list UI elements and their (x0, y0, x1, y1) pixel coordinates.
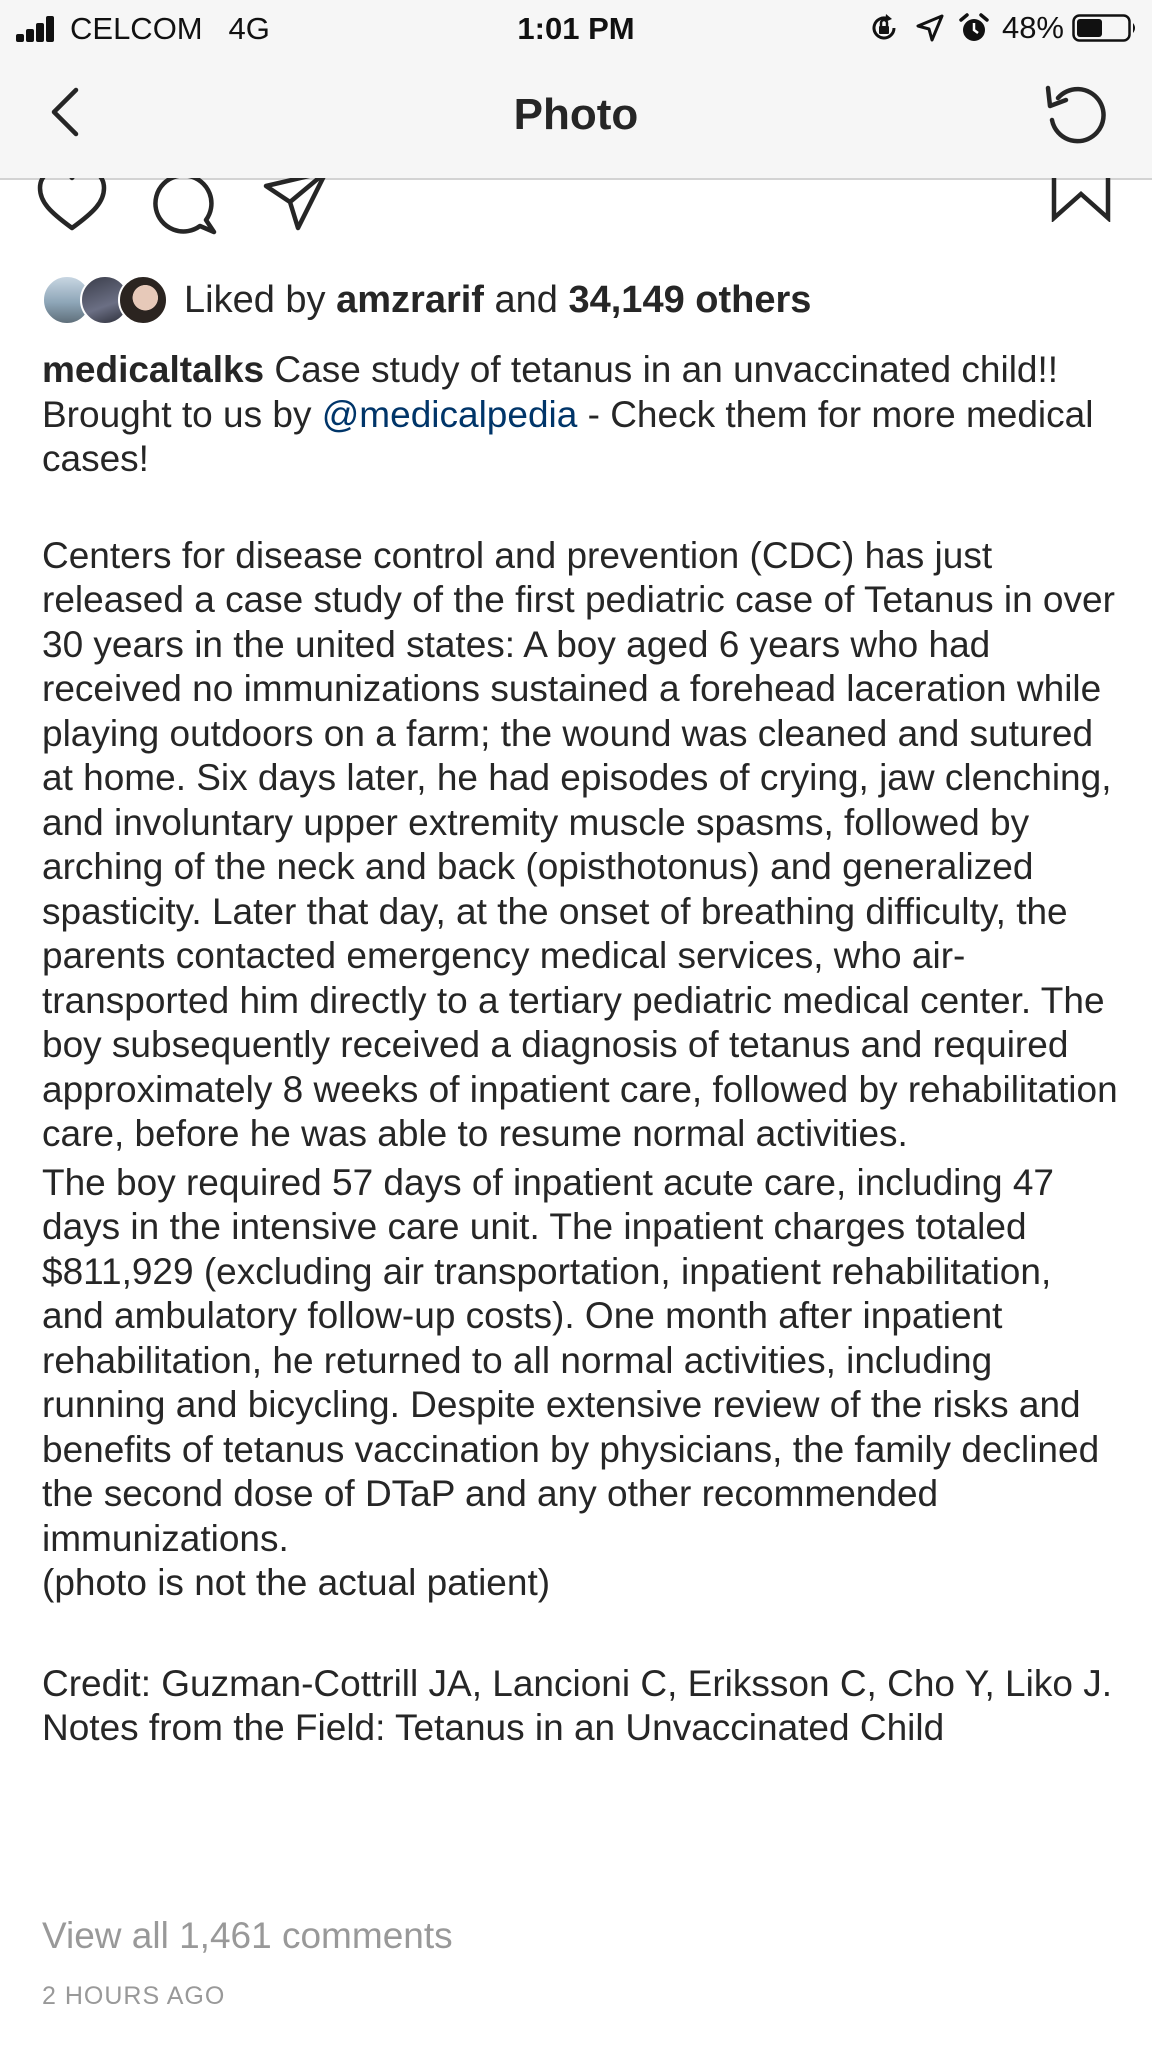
post-timestamp: 2 HOURS AGO (42, 1982, 226, 2010)
mention-link[interactable]: @medicalpedia (321, 393, 578, 435)
post-username[interactable]: medicaltalks (42, 349, 265, 390)
caption-paragraph-2: The boy required 57 days of inpatient acute care, including 47 days in the intensive care unit. The inpatient charges totaled $811,929 (excluding air transportation, inpatient rehabilitation, and ambulatory follow-up costs). One month after inpatient rehabilitation, he returned to all normal activities, including running and bicycling. Despite extensive review of the risks and benefits of tetanus vaccination by physicians, the family declined the second dose of DTaP and any other recommended immunizations. (42, 1161, 1100, 1559)
liker-username[interactable]: amzrarif (336, 278, 484, 321)
location-icon (914, 12, 946, 44)
likes-prefix: Liked by (184, 278, 326, 321)
refresh-button[interactable] (1040, 78, 1112, 150)
action-bar (0, 178, 1152, 252)
post-caption (42, 348, 1122, 1751)
battery-icon (1072, 12, 1138, 44)
likes-text (184, 279, 811, 322)
bookmark-icon[interactable] (1050, 178, 1112, 222)
caption-credit: Credit: Guzman-Cottrill JA, Lancioni C, Eriksson C, Cho Y, Liko J. Notes from the Field: Tetanus in an Unvaccinated Child (42, 1662, 1112, 1748)
liker-avatars[interactable] (42, 275, 166, 325)
caption-note: (photo is not the actual patient) (42, 1562, 551, 1603)
status-icons (868, 10, 1138, 46)
refresh-icon (1040, 78, 1112, 150)
share-icon[interactable] (262, 178, 332, 236)
caption-paragraph-1: Centers for disease control and prevention (CDC) has just released a case study of the first pediatric case of Tetanus in over 30 years in the united states: A boy aged 6 years who had received no immunizations sustained a forehead laceration while playing outdoors on a farm; the wound was cleaned and sutured at home. Six days later, he had episodes of crying, jaw clenching, and involuntary upper extremity muscle spasms, followed by arching of the neck and back (opisthotonus) and generalized spasticity. Later that day, at the onset of breathing difficulty, the parents contacted emergency medical services, who air-transported him directly to a tertiary pediatric medical center. The boy subsequently received a diagnosis of tetanus and required approximately 8 weeks of inpatient care, followed by rehabilitation care, before he was able to resume normal activities. (42, 534, 1118, 1154)
nav-bar (0, 56, 1152, 180)
likes-joiner: and (494, 278, 558, 321)
caption-intro-text: Case study of tetanus in an unvaccinated child!! Brought to us by (42, 349, 1059, 435)
alarm-icon (958, 12, 990, 44)
carrier-name: CELCOM (70, 11, 203, 46)
caption-intro-tail: - Check them for more medical cases! (42, 393, 1094, 479)
page-title: Photo (513, 90, 639, 139)
likes-row[interactable] (42, 272, 811, 328)
battery-percent: 48% (1001, 10, 1064, 45)
view-comments-link[interactable]: View all 1,461 comments (42, 1915, 453, 1956)
status-bar (0, 0, 1152, 56)
comment-icon[interactable] (150, 178, 220, 238)
orientation-lock-icon (868, 12, 900, 44)
network-type: 4G (228, 11, 270, 46)
avatar (118, 275, 168, 325)
caption-intro (42, 348, 1122, 482)
heart-icon[interactable] (36, 178, 108, 236)
status-time: 1:01 PM (517, 11, 635, 46)
likes-count[interactable]: 34,149 others (568, 278, 812, 321)
